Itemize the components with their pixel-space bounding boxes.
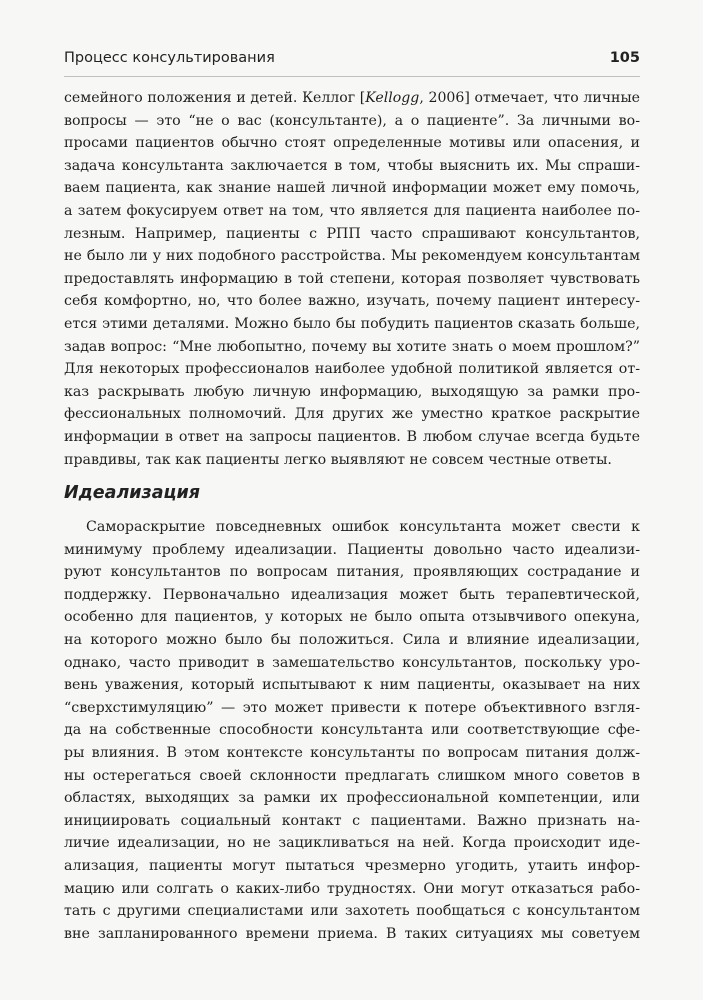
- text-line: тать с другими специалистами или захотеть пообщаться с консультантом: [64, 903, 640, 920]
- paragraph-continued: [64, 87, 640, 471]
- text-line: фессиональных полномочий. Для других же уместно краткое раскрытие: [64, 406, 640, 423]
- text-line: правдивы, так как пациенты легко выявляют не совсем честные ответы.: [64, 451, 612, 468]
- text-line: мацию или солгать о каких-либо трудностях. Они могут отказаться рабо-: [64, 880, 640, 897]
- text-line: задача консультанта заключается в том, чтобы выяснить их. Мы спраши-: [64, 157, 640, 174]
- text-line: Самораскрытие повседневных ошибок консультанта может свести к: [86, 519, 640, 535]
- text-line: личие идеализации, но не зацикливаться на ней. Когда происходит иде-: [64, 835, 640, 852]
- section-heading: Идеализация: [64, 483, 200, 503]
- chapter-title: Процесс консультирования: [64, 50, 275, 66]
- text-line: ваем пациента, как знание нашей личной информации может ему помочь,: [64, 180, 640, 197]
- text-line: семейного положения и детей. Келлог [Kellogg, 2006] отмечает, что личные: [64, 90, 640, 106]
- text-line: ны остерегаться своей склонности предлагать слишком много советов в: [64, 767, 640, 784]
- text-line: ры влияния. В этом контексте консультанты по вопросам питания долж-: [64, 744, 640, 761]
- text-line: Для некоторых профессионалов наиболее удобной политикой является от-: [64, 361, 640, 378]
- text-line: информации в ответ на запросы пациентов. В любом случае всегда будьте: [64, 428, 640, 445]
- header-rule: [64, 76, 640, 77]
- text-line: вне запланированного времени приема. В таких ситуациях мы советуем: [64, 925, 640, 942]
- text-line: каз раскрывать любую личную информацию, выходящую за рамки про-: [64, 383, 640, 400]
- running-header: [64, 50, 640, 72]
- text-line: вопросы — это “не о вас (консультанте), а о пациенте”. За личными во-: [64, 112, 640, 129]
- text-line: особенно для пациентов, у которых не было опыта отзывчивого опекуна,: [64, 609, 640, 626]
- text-line: лезным. Например, пациенты с РПП часто спрашивают консультантов,: [64, 225, 640, 242]
- text-line: “сверхстимуляцию” — это может привести к потере объективного взгля-: [64, 699, 640, 716]
- text-line: областях, выходящих за рамки их профессиональной компетенции, или: [64, 790, 640, 807]
- text-line: предоставлять информацию в той степени, которая позволяет чувствовать: [64, 270, 640, 287]
- text-line: просами пациентов обычно стоят определенные мотивы или опасения, и: [64, 135, 640, 152]
- citation-author: Kellogg: [365, 90, 420, 106]
- text-line: однако, часто приводит в замешательство консультантов, поскольку уро-: [64, 654, 640, 671]
- page-number: 105: [609, 50, 640, 66]
- text-line: поддержку. Первоначально идеализация может быть терапевтической,: [64, 586, 640, 603]
- paragraph-idealization: [64, 516, 640, 945]
- text-line: не было ли у них подобного расстройства. Мы рекомендуем консультантам: [64, 248, 640, 265]
- text-line: да на собственные способности консультанта или соответствующие сфе-: [64, 722, 640, 739]
- text-line: минимуму проблему идеализации. Пациенты довольно часто идеализи-: [64, 541, 640, 558]
- text-line: ется этими деталями. Можно было бы побудить пациентов сказать больше,: [64, 315, 640, 332]
- text-line: вень уважения, который испытывают к ним пациенты, оказывает на них: [64, 677, 640, 694]
- text-line: задав вопрос: “Мне любопытно, почему вы хотите знать о моем прошлом?”: [64, 338, 640, 355]
- text-line: на которого можно было бы положиться. Сила и влияние идеализации,: [64, 631, 640, 648]
- text-line: а затем фокусируем ответ на том, что является для пациента наиболее по-: [64, 202, 640, 219]
- text-line: руют консультантов по вопросам питания, проявляющих сострадание и: [64, 564, 640, 581]
- text-line: ализация, пациенты могут пытаться чрезмерно угодить, утаить инфор-: [64, 857, 640, 874]
- text-line: себя комфортно, но, что более важно, изучать, почему пациент интересу-: [64, 293, 640, 310]
- text-line: инициировать социальный контакт с пациентами. Важно признать на-: [64, 812, 640, 829]
